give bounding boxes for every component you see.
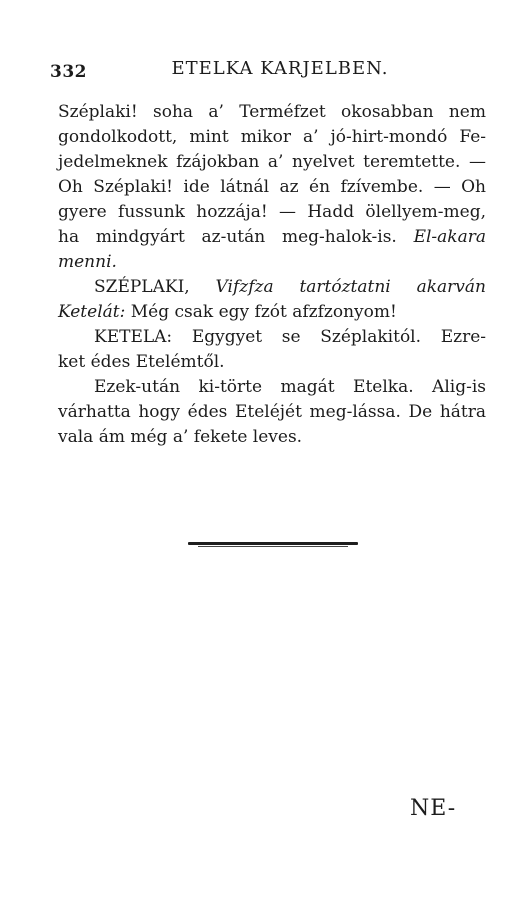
text-run: Ezek-után ki-törte magát Etelka. Alig-is xyxy=(94,377,486,397)
text-run: gondolkodott, mint mikor a’ jó-hirt-mondó Fe- xyxy=(58,127,486,147)
catchword: NE- xyxy=(410,796,457,821)
text-run: ha mindgyárt az-után meg-halok-is. xyxy=(58,227,414,247)
text-line xyxy=(58,200,486,225)
italic-text: Vifzfza tartóztatni akarván xyxy=(215,277,486,297)
text-line xyxy=(58,225,486,250)
text-line xyxy=(58,425,486,450)
text-line xyxy=(58,325,486,350)
text-line xyxy=(58,350,486,375)
text-run: ket édes Etelémtől. xyxy=(58,352,225,372)
page-number: 332 xyxy=(50,62,87,82)
text-run: SZÉPLAKI, xyxy=(94,277,216,297)
text-line xyxy=(58,175,486,200)
text-run: gyere fussunk hozzája! — Hadd ölellyem-meg, xyxy=(58,202,486,222)
text-line xyxy=(58,275,486,300)
text-run: vala ám még a’ fekete leves. xyxy=(58,427,303,447)
body-text xyxy=(58,100,486,450)
italic-text: menni. xyxy=(58,252,117,272)
ornamental-rule xyxy=(188,540,358,547)
italic-text: El-akara xyxy=(413,227,486,247)
text-run: várhatta hogy édes Eteléjét meg-lássa. De hátra xyxy=(58,402,486,422)
text-run: Még csak egy fzót afzfzonyom! xyxy=(130,302,397,322)
running-head: ETELKA KARJELBEN. xyxy=(171,58,389,79)
text-run: jedelmeknek fzájokban a’ nyelvet teremtette. — xyxy=(58,152,486,172)
text-line xyxy=(58,100,486,125)
italic-text: Ketelát: xyxy=(58,302,131,322)
text-line xyxy=(58,375,486,400)
text-run: Oh Széplaki! ide látnál az én fzívembe. — Oh xyxy=(58,177,486,197)
text-line xyxy=(58,300,486,325)
text-line xyxy=(58,250,486,275)
text-line xyxy=(58,125,486,150)
text-line xyxy=(58,400,486,425)
text-line xyxy=(58,150,486,175)
text-run: Széplaki! soha a’ Terméfzet okosabban nem xyxy=(58,102,486,122)
text-run: KETELA: Egygyet se Széplakitól. Ezre- xyxy=(94,327,486,347)
